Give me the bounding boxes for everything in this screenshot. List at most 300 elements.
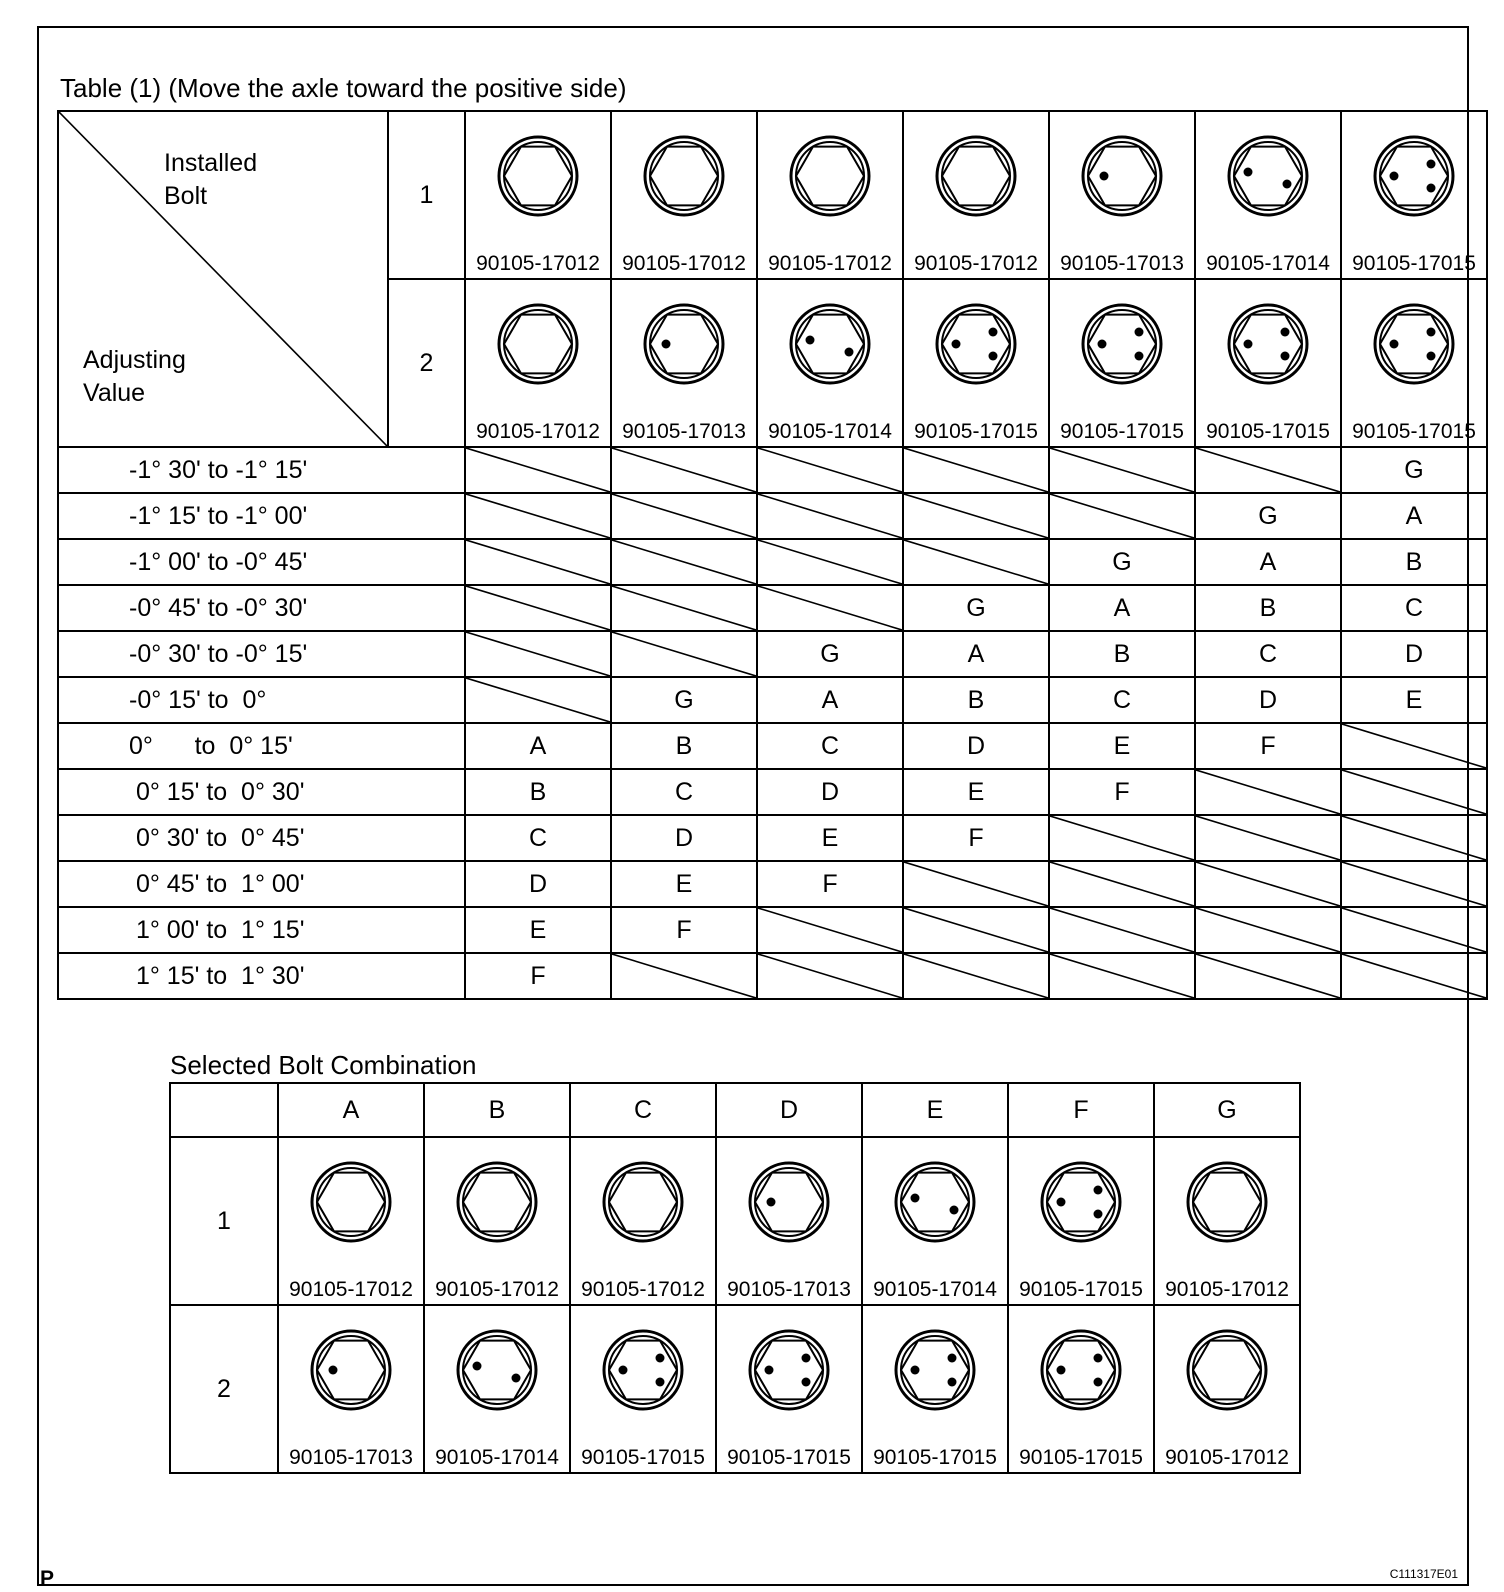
combination-letter: G — [1049, 539, 1195, 585]
bolt-dot-mark — [1281, 328, 1290, 337]
not-applicable-slash — [466, 494, 610, 538]
not-applicable-slash — [1196, 448, 1340, 492]
not-applicable-cell — [1049, 953, 1195, 999]
not-applicable-cell — [1195, 861, 1341, 907]
not-applicable-cell — [1195, 953, 1341, 999]
bolt-head-icon — [309, 1160, 393, 1244]
not-applicable-cell — [465, 539, 611, 585]
selected-bolt-row — [170, 1305, 1300, 1473]
adjusting-range — [58, 907, 465, 953]
combination-letter-header: D — [716, 1083, 862, 1137]
bolt-dot-mark — [1094, 1354, 1103, 1363]
table2-title: Selected Bolt Combination — [170, 1050, 477, 1080]
not-applicable-cell — [903, 493, 1049, 539]
bolt-dot-mark — [1281, 352, 1290, 361]
bolt-dot-mark — [619, 1366, 628, 1375]
bolt-head-icon — [1372, 134, 1456, 218]
not-applicable-slash — [1342, 862, 1486, 906]
bolt-head-icon — [309, 1328, 393, 1412]
combination-letter-header: G — [1154, 1083, 1300, 1137]
not-applicable-cell — [1049, 815, 1195, 861]
adjusting-row — [58, 723, 1487, 769]
combination-letter: E — [757, 815, 903, 861]
bolt-cell — [570, 1305, 716, 1473]
bolt-dot-mark — [1244, 340, 1253, 349]
combination-letter: D — [757, 769, 903, 815]
bolt-cell — [903, 111, 1049, 279]
not-applicable-cell — [1341, 861, 1487, 907]
bolt-part-number: 90105-17015 — [1060, 420, 1184, 443]
adjustment-table — [57, 110, 1488, 1000]
combination-letter: F — [1195, 723, 1341, 769]
not-applicable-cell — [1341, 953, 1487, 999]
bolt-cell — [757, 111, 903, 279]
bolt-cell — [570, 1137, 716, 1305]
combination-letter: G — [757, 631, 903, 677]
bolt-part-number: 90105-17015 — [873, 1446, 997, 1469]
combination-letter: A — [757, 677, 903, 723]
bolt-head-icon — [893, 1328, 977, 1412]
adjusting-range-text: 0° 45' to 1° 00' — [129, 869, 305, 898]
not-applicable-slash — [758, 540, 902, 584]
not-applicable-slash — [1050, 954, 1194, 998]
bolt-cell — [1195, 279, 1341, 447]
bolt-dot-mark — [767, 1198, 776, 1207]
not-applicable-slash — [758, 448, 902, 492]
not-applicable-slash — [1342, 724, 1486, 768]
not-applicable-cell — [1195, 769, 1341, 815]
bolt-row-number: 2 — [170, 1305, 278, 1473]
not-applicable-cell — [757, 447, 903, 493]
adjusting-range — [58, 723, 465, 769]
not-applicable-cell — [611, 447, 757, 493]
adjusting-value-label — [83, 344, 186, 410]
adjusting-range-text: -1° 00' to -0° 45' — [129, 547, 308, 576]
bolt-head-icon — [455, 1328, 539, 1412]
not-applicable-slash — [758, 586, 902, 630]
combination-letter: G — [611, 677, 757, 723]
not-applicable-slash — [1196, 862, 1340, 906]
bolt-head-icon — [496, 134, 580, 218]
bolt-head-icon — [934, 134, 1018, 218]
bolt-head-icon — [747, 1160, 831, 1244]
combination-letter: D — [611, 815, 757, 861]
not-applicable-cell — [903, 907, 1049, 953]
bolt-cell — [424, 1137, 570, 1305]
bolt-dot-mark — [1427, 352, 1436, 361]
not-applicable-cell — [1049, 907, 1195, 953]
combination-letter-header: E — [862, 1083, 1008, 1137]
empty-header-cell — [170, 1083, 278, 1137]
adjusting-range-text: 0° 30' to 0° 45' — [129, 823, 305, 852]
adjusting-range-text: -1° 15' to -1° 00' — [129, 501, 308, 530]
bolt-dot-mark — [656, 1378, 665, 1387]
bolt-row-number: 1 — [388, 111, 465, 279]
bolt-cell — [1008, 1305, 1154, 1473]
not-applicable-cell — [1195, 815, 1341, 861]
bolt-part-number: 90105-17012 — [914, 252, 1038, 275]
not-applicable-slash — [612, 632, 756, 676]
bolt-head-icon — [788, 134, 872, 218]
corner-text: Adjusting — [83, 346, 186, 374]
combination-letter: B — [1049, 631, 1195, 677]
bolt-dot-mark — [911, 1194, 920, 1203]
bolt-part-number: 90105-17015 — [727, 1446, 851, 1469]
combination-letter: F — [903, 815, 1049, 861]
adjusting-row — [58, 769, 1487, 815]
not-applicable-slash — [1050, 494, 1194, 538]
bolt-head-icon — [642, 302, 726, 386]
adjusting-range-text: -1° 30' to -1° 15' — [129, 455, 308, 484]
adjusting-row — [58, 631, 1487, 677]
adjusting-row — [58, 585, 1487, 631]
combination-letter: A — [1341, 493, 1487, 539]
not-applicable-cell — [1195, 907, 1341, 953]
not-applicable-slash — [1050, 908, 1194, 952]
not-applicable-slash — [758, 494, 902, 538]
combination-letter: B — [465, 769, 611, 815]
bolt-head-icon — [455, 1160, 539, 1244]
not-applicable-cell — [465, 447, 611, 493]
bolt-cell — [1008, 1137, 1154, 1305]
bolt-part-number: 90105-17012 — [581, 1278, 705, 1301]
not-applicable-cell — [611, 631, 757, 677]
combination-letter: D — [1341, 631, 1487, 677]
combination-letter-header: F — [1008, 1083, 1154, 1137]
bolt-part-number: 90105-17015 — [1019, 1446, 1143, 1469]
bolt-cell — [1341, 279, 1487, 447]
bolt-dot-mark — [802, 1354, 811, 1363]
not-applicable-slash — [1342, 770, 1486, 814]
bolt-cell — [862, 1305, 1008, 1473]
bolt-dot-mark — [845, 348, 854, 357]
bolt-dot-mark — [1135, 328, 1144, 337]
combination-letter: F — [611, 907, 757, 953]
bolt-dot-mark — [952, 340, 961, 349]
adjusting-range — [58, 953, 465, 999]
bolt-head-icon — [1080, 134, 1164, 218]
not-applicable-slash — [1342, 954, 1486, 998]
adjusting-range-text: 0° 15' to 0° 30' — [129, 777, 305, 806]
adjusting-range — [58, 861, 465, 907]
bolt-cell — [757, 279, 903, 447]
bolt-dot-mark — [1057, 1366, 1066, 1375]
bolt-head-icon — [1080, 302, 1164, 386]
combination-letter: B — [1195, 585, 1341, 631]
bolt-part-number: 90105-17015 — [1352, 420, 1476, 443]
adjusting-range — [58, 539, 465, 585]
bolt-part-number: 90105-17012 — [435, 1278, 559, 1301]
bolt-cell — [611, 279, 757, 447]
bolt-part-number: 90105-17015 — [1206, 420, 1330, 443]
combination-letter: A — [903, 631, 1049, 677]
adjusting-range — [58, 447, 465, 493]
combination-letter: C — [1049, 677, 1195, 723]
bolt-cell — [1049, 279, 1195, 447]
not-applicable-slash — [466, 678, 610, 722]
combination-letter: G — [1195, 493, 1341, 539]
adjusting-row — [58, 493, 1487, 539]
not-applicable-cell — [757, 953, 903, 999]
selected-bolt-row — [170, 1137, 1300, 1305]
bolt-part-number: 90105-17015 — [1019, 1278, 1143, 1301]
bolt-cell — [716, 1305, 862, 1473]
combination-letter-header: C — [570, 1083, 716, 1137]
bolt-cell — [611, 111, 757, 279]
combination-letter: A — [1195, 539, 1341, 585]
adjusting-range-text: 1° 15' to 1° 30' — [129, 961, 305, 990]
bolt-dot-mark — [329, 1366, 338, 1375]
combination-letter: G — [1341, 447, 1487, 493]
not-applicable-cell — [903, 447, 1049, 493]
combination-letter: D — [1195, 677, 1341, 723]
combination-letter: C — [757, 723, 903, 769]
adjusting-range — [58, 677, 465, 723]
bolt-dot-mark — [512, 1374, 521, 1383]
combination-letter: B — [1341, 539, 1487, 585]
bolt-dot-mark — [1390, 172, 1399, 181]
not-applicable-cell — [1049, 861, 1195, 907]
footer-left-mark: P — [40, 1567, 55, 1590]
adjusting-range-text: 0° to 0° 15' — [129, 731, 293, 760]
bolt-dot-mark — [911, 1366, 920, 1375]
adjusting-range — [58, 815, 465, 861]
bolt-dot-mark — [662, 340, 671, 349]
bolt-head-icon — [1226, 134, 1310, 218]
combination-letter: A — [465, 723, 611, 769]
bolt-dot-mark — [989, 352, 998, 361]
not-applicable-slash — [1196, 770, 1340, 814]
bolt-head-icon — [893, 1160, 977, 1244]
not-applicable-slash — [466, 540, 610, 584]
not-applicable-slash — [612, 586, 756, 630]
bolt-part-number: 90105-17015 — [914, 420, 1038, 443]
not-applicable-cell — [1341, 907, 1487, 953]
bolt-dot-mark — [473, 1362, 482, 1371]
bolt-dot-mark — [1427, 184, 1436, 193]
bolt-head-icon — [601, 1160, 685, 1244]
bolt-cell — [862, 1137, 1008, 1305]
adjusting-range — [58, 631, 465, 677]
not-applicable-cell — [1049, 447, 1195, 493]
bolt-dot-mark — [656, 1354, 665, 1363]
not-applicable-cell — [1341, 723, 1487, 769]
not-applicable-slash — [904, 494, 1048, 538]
bolt-part-number: 90105-17013 — [622, 420, 746, 443]
bolt-cell — [903, 279, 1049, 447]
not-applicable-cell — [1049, 493, 1195, 539]
adjusting-row — [58, 861, 1487, 907]
combination-letter-header: A — [278, 1083, 424, 1137]
adjusting-range-text: -0° 15' to 0° — [129, 685, 267, 714]
combination-letter: C — [1341, 585, 1487, 631]
not-applicable-slash — [904, 954, 1048, 998]
table1-title: Table (1) (Move the axle toward the positive side) — [60, 73, 627, 103]
bolt-part-number: 90105-17014 — [768, 420, 892, 443]
bolt-row-number: 2 — [388, 279, 465, 447]
not-applicable-cell — [611, 585, 757, 631]
bolt-dot-mark — [1427, 160, 1436, 169]
bolt-part-number: 90105-17015 — [581, 1446, 705, 1469]
bolt-head-icon — [1039, 1328, 1123, 1412]
bolt-head-icon — [642, 134, 726, 218]
combination-letter: F — [757, 861, 903, 907]
installed-bolt-row — [58, 111, 1487, 279]
bolt-dot-mark — [1135, 352, 1144, 361]
bolt-part-number: 90105-17013 — [1060, 252, 1184, 275]
bolt-head-icon — [601, 1328, 685, 1412]
adjusting-range-text: -0° 30' to -0° 15' — [129, 639, 308, 668]
not-applicable-cell — [757, 907, 903, 953]
not-applicable-slash — [904, 540, 1048, 584]
bolt-part-number: 90105-17015 — [1352, 252, 1476, 275]
not-applicable-cell — [1341, 769, 1487, 815]
bolt-head-icon — [747, 1328, 831, 1412]
bolt-dot-mark — [948, 1354, 957, 1363]
adjusting-row — [58, 539, 1487, 585]
bolt-part-number: 90105-17012 — [622, 252, 746, 275]
bolt-row-number: 1 — [170, 1137, 278, 1305]
not-applicable-slash — [1050, 816, 1194, 860]
not-applicable-cell — [465, 677, 611, 723]
bolt-part-number: 90105-17012 — [1165, 1446, 1289, 1469]
not-applicable-cell — [611, 539, 757, 585]
combination-letter: B — [903, 677, 1049, 723]
bolt-cell — [1154, 1305, 1300, 1473]
combination-letter: C — [465, 815, 611, 861]
bolt-dot-mark — [950, 1206, 959, 1215]
not-applicable-slash — [466, 632, 610, 676]
not-applicable-cell — [611, 953, 757, 999]
not-applicable-slash — [904, 862, 1048, 906]
bolt-part-number: 90105-17012 — [476, 252, 600, 275]
not-applicable-slash — [1196, 954, 1340, 998]
not-applicable-cell — [757, 585, 903, 631]
combination-letter: D — [903, 723, 1049, 769]
bolt-dot-mark — [1100, 172, 1109, 181]
not-applicable-cell — [757, 539, 903, 585]
not-applicable-cell — [465, 631, 611, 677]
combination-letter: D — [465, 861, 611, 907]
bolt-combination-table — [169, 1082, 1301, 1474]
bolt-part-number: 90105-17014 — [873, 1278, 997, 1301]
combination-letter: E — [1341, 677, 1487, 723]
corner-text: Bolt — [164, 182, 208, 210]
bolt-part-number: 90105-17012 — [768, 252, 892, 275]
bolt-dot-mark — [765, 1366, 774, 1375]
not-applicable-slash — [904, 908, 1048, 952]
combination-letter: E — [465, 907, 611, 953]
bolt-part-number: 90105-17013 — [289, 1446, 413, 1469]
bolt-head-icon — [1185, 1160, 1269, 1244]
not-applicable-slash — [1050, 448, 1194, 492]
combination-header-row — [170, 1083, 1300, 1137]
bolt-dot-mark — [1094, 1378, 1103, 1387]
bolt-part-number: 90105-17012 — [1165, 1278, 1289, 1301]
combination-letter: C — [1195, 631, 1341, 677]
corner-text: Installed — [164, 149, 258, 177]
bolt-head-icon — [1372, 302, 1456, 386]
combination-letter: B — [611, 723, 757, 769]
bolt-cell — [1049, 111, 1195, 279]
not-applicable-cell — [1341, 815, 1487, 861]
bolt-cell — [278, 1137, 424, 1305]
bolt-part-number: 90105-17012 — [476, 420, 600, 443]
bolt-dot-mark — [1098, 340, 1107, 349]
not-applicable-cell — [757, 493, 903, 539]
adjusting-range-text: -0° 45' to -0° 30' — [129, 593, 308, 622]
adjusting-row — [58, 815, 1487, 861]
not-applicable-cell — [903, 861, 1049, 907]
bolt-dot-mark — [802, 1378, 811, 1387]
bolt-dot-mark — [1390, 340, 1399, 349]
combination-letter: E — [903, 769, 1049, 815]
not-applicable-slash — [1050, 862, 1194, 906]
not-applicable-cell — [465, 493, 611, 539]
not-applicable-slash — [612, 540, 756, 584]
bolt-cell — [1195, 111, 1341, 279]
combination-letter: F — [1049, 769, 1195, 815]
not-applicable-cell — [611, 493, 757, 539]
corner-text: Value — [83, 379, 146, 407]
bolt-dot-mark — [948, 1378, 957, 1387]
bolt-dot-mark — [806, 336, 815, 345]
bolt-head-icon — [1039, 1160, 1123, 1244]
bolt-cell — [465, 111, 611, 279]
not-applicable-slash — [466, 448, 610, 492]
not-applicable-slash — [1196, 908, 1340, 952]
not-applicable-slash — [904, 448, 1048, 492]
adjusting-row — [58, 907, 1487, 953]
figure-code: C111317E01 — [1389, 1567, 1458, 1581]
not-applicable-cell — [903, 539, 1049, 585]
not-applicable-slash — [758, 954, 902, 998]
installed-bolt-label — [164, 147, 257, 213]
bolt-head-icon — [934, 302, 1018, 386]
combination-letter: E — [1049, 723, 1195, 769]
combination-letter-header: B — [424, 1083, 570, 1137]
bolt-cell — [1341, 111, 1487, 279]
bolt-cell — [465, 279, 611, 447]
bolt-head-icon — [788, 302, 872, 386]
bolt-head-icon — [496, 302, 580, 386]
bolt-dot-mark — [1094, 1210, 1103, 1219]
adjusting-range — [58, 493, 465, 539]
adjusting-row — [58, 953, 1487, 999]
not-applicable-slash — [758, 908, 902, 952]
not-applicable-slash — [466, 586, 610, 630]
combination-letter: F — [465, 953, 611, 999]
bolt-dot-mark — [1427, 328, 1436, 337]
bolt-dot-mark — [1283, 180, 1292, 189]
bolt-cell — [716, 1137, 862, 1305]
combination-letter: A — [1049, 585, 1195, 631]
adjusting-row — [58, 447, 1487, 493]
not-applicable-slash — [1342, 816, 1486, 860]
bolt-part-number: 90105-17014 — [1206, 252, 1330, 275]
adjusting-range — [58, 585, 465, 631]
bolt-cell — [278, 1305, 424, 1473]
adjusting-range-text: 1° 00' to 1° 15' — [129, 915, 305, 944]
not-applicable-slash — [1196, 816, 1340, 860]
bolt-dot-mark — [989, 328, 998, 337]
combination-letter: G — [903, 585, 1049, 631]
adjusting-range — [58, 769, 465, 815]
bolt-dot-mark — [1094, 1186, 1103, 1195]
not-applicable-cell — [1195, 447, 1341, 493]
not-applicable-slash — [1342, 908, 1486, 952]
not-applicable-slash — [612, 448, 756, 492]
